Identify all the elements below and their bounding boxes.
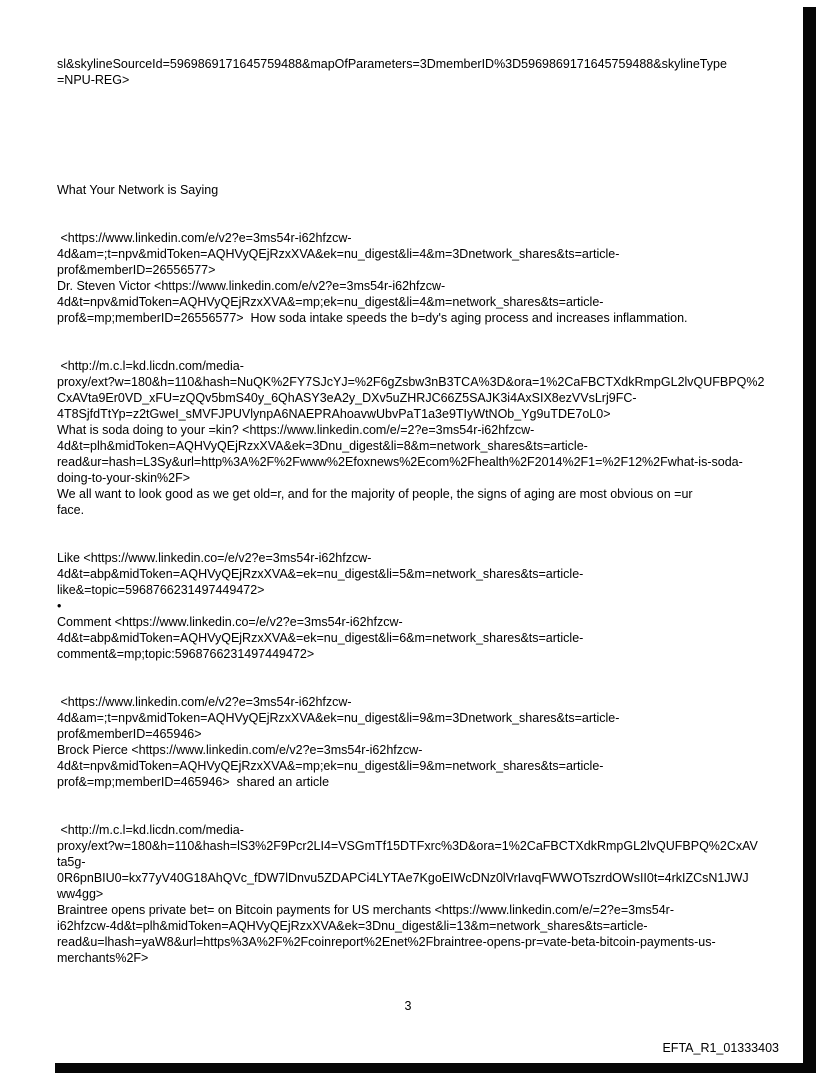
document-line: =NPU-REG> bbox=[57, 73, 130, 87]
document-line: <https://www.linkedin.com/e/v2?e=3ms54r-i62hfzcw- bbox=[57, 695, 352, 709]
document-line: 4d&t=abp&midToken=AQHVyQEjRzxXVA&=ek=nu_digest&li=5&m=network_shares&ts=article- bbox=[57, 567, 584, 581]
document-line: doing-to-your-skin%2F> bbox=[57, 471, 191, 485]
document-line: proxy/ext?w=180&h=110&hash=NuQK%2FY7SJcYJ=%2F6gZsbw3nB3TCA%3D&ora=1%2CaFBCTXdkRmpGL2lvQUFBPQ%2 bbox=[57, 375, 765, 389]
document-line: ww4gg> bbox=[57, 887, 104, 901]
article-soda-skin bbox=[57, 358, 792, 518]
bates-number: EFTA_R1_01333403 bbox=[662, 1041, 779, 1055]
article-braintree-bitcoin bbox=[57, 822, 792, 966]
section-title bbox=[57, 182, 792, 198]
document-line: 4d&am=;t=npv&midToken=AQHVyQEjRzxXVA&ek=nu_digest&li=4&m=3Dnetwork_shares&ts=article- bbox=[57, 247, 620, 261]
document-line: 4d&t=plh&midToken=AQHVyQEjRzxXVA&ek=3Dnu_digest&li=8&m=network_shares&ts=article- bbox=[57, 439, 588, 453]
text-blocks bbox=[57, 56, 792, 966]
document-line: like&=topic=5968766231497449472> bbox=[57, 583, 265, 597]
document-line: i62hfzcw-4d&t=plh&midToken=AQHVyQEjRzxXVA&ek=3Dnu_digest&li=13&m=network_shares&ts=article- bbox=[57, 919, 648, 933]
document-line: sl&skylineSourceId=5969869171645759488&mapOfParameters=3DmemberID%3D5969869171645759488&skylineType bbox=[57, 57, 727, 71]
document-line: prof&=mp;memberID=26556577> How soda intake speeds the b=dy's aging process and increases inflammation. bbox=[57, 311, 688, 325]
document-line: proxy/ext?w=180&h=110&hash=lS3%2F9Pcr2LI4=VSGmTf15DTFxrc%3D&ora=1%2CaFBCTXdkRmpGL2lvQUFBPQ%2CxAV bbox=[57, 839, 758, 853]
document-line: Comment <https://www.linkedin.co=/e/v2?e=3ms54r-i62hfzcw- bbox=[57, 615, 403, 629]
document-line: prof&memberID=465946> bbox=[57, 727, 202, 741]
document-line: What Your Network is Saying bbox=[57, 183, 219, 197]
document-line: 4d&am=;t=npv&midToken=AQHVyQEjRzxXVA&ek=nu_digest&li=9&m=3Dnetwork_shares&ts=article- bbox=[57, 711, 620, 725]
document-line: merchants%2F> bbox=[57, 951, 149, 965]
url-continuation-header bbox=[57, 56, 792, 88]
document-line: What is soda doing to your =kin? <https://www.linkedin.com/e/=2?e=3ms54r-i62hfzcw- bbox=[57, 423, 535, 437]
document-line: • bbox=[57, 599, 62, 613]
document-line: Brock Pierce <https://www.linkedin.com/e/v2?e=3ms54r-i62hfzcw- bbox=[57, 743, 423, 757]
document-line: Like <https://www.linkedin.co=/e/v2?e=3ms54r-i62hfzcw- bbox=[57, 551, 372, 565]
document-line: ta5g- bbox=[57, 855, 86, 869]
document-line: prof&memberID=26556577> bbox=[57, 263, 216, 277]
document-line: prof&=mp;memberID=465946> shared an article bbox=[57, 775, 330, 789]
document-line: read&ur=hash=L3Sy&url=http%3A%2F%2Fwww%2Efoxnews%2Ecom%2Fhealth%2F2014%2F1=%2F12%2Fwhat-is-soda- bbox=[57, 455, 743, 469]
document-line: Dr. Steven Victor <https://www.linkedin.com/e/v2?e=3ms54r-i62hfzcw- bbox=[57, 279, 446, 293]
document-line: face. bbox=[57, 503, 85, 517]
like-comment-links bbox=[57, 550, 792, 662]
document-line: read&u=lhash=yaW8&url=https%3A%2F%2Fcoinreport%2Enet%2Fbraintree-opens-pr=vate-beta-bitcoin-payments-us- bbox=[57, 935, 716, 949]
document-line: <http://m.c.l=kd.licdn.com/media- bbox=[57, 823, 244, 837]
document-line: Braintree opens private bet= on Bitcoin payments for US merchants <https://www.linkedin.com/e/=2?e=3ms54r- bbox=[57, 903, 674, 917]
document-line: 4d&t=npv&midToken=AQHVyQEjRzxXVA&=mp;ek=nu_digest&li=4&m=network_shares&ts=article- bbox=[57, 295, 604, 309]
document-line: <https://www.linkedin.com/e/v2?e=3ms54r-i62hfzcw- bbox=[57, 231, 352, 245]
scan-edge-bottom bbox=[55, 1063, 816, 1073]
scan-edge-right bbox=[803, 7, 816, 1073]
page-number: 3 bbox=[404, 999, 412, 1013]
document-line: CxAVta9Er0VD_xFU=zQQv5bmS40y_6QhASY3eA2y_DXv5uZHRJC66Z5SAJK3i4AxSIX8ezVVsLrj9FC- bbox=[57, 391, 637, 405]
document-line: <http://m.c.l=kd.licdn.com/media- bbox=[57, 359, 244, 373]
document-line: We all want to look good as we get old=r, and for the majority of people, the signs of aging are most obvious on =ur bbox=[57, 487, 693, 501]
share-brock-pierce bbox=[57, 694, 792, 790]
document-line: 4d&t=abp&midToken=AQHVyQEjRzxXVA&=ek=nu_digest&li=6&m=network_shares&ts=article- bbox=[57, 631, 584, 645]
document-line: 0R6pnBIU0=kx77yV40G18AhQVc_fDW7lDnvu5ZDAPCi4LYTAe7KgoEIWcDNz0lVrIavqFWWOTszrdOWsII0t=4rkIZCsN1JWJ bbox=[57, 871, 749, 885]
share-steven-victor bbox=[57, 230, 792, 326]
document-line: 4T8SjfdTtYp=z2tGweI_sMVFJPUVlynpA6NAEPRAhoavwUbvPaT1a3e9TIyWtNOb_Yg9uTDE7oL0> bbox=[57, 407, 611, 421]
document-line: 4d&t=npv&midToken=AQHVyQEjRzxXVA&=mp;ek=nu_digest&li=9&m=network_shares&ts=article- bbox=[57, 759, 604, 773]
document-line: comment&=mp;topic:5968766231497449472> bbox=[57, 647, 315, 661]
